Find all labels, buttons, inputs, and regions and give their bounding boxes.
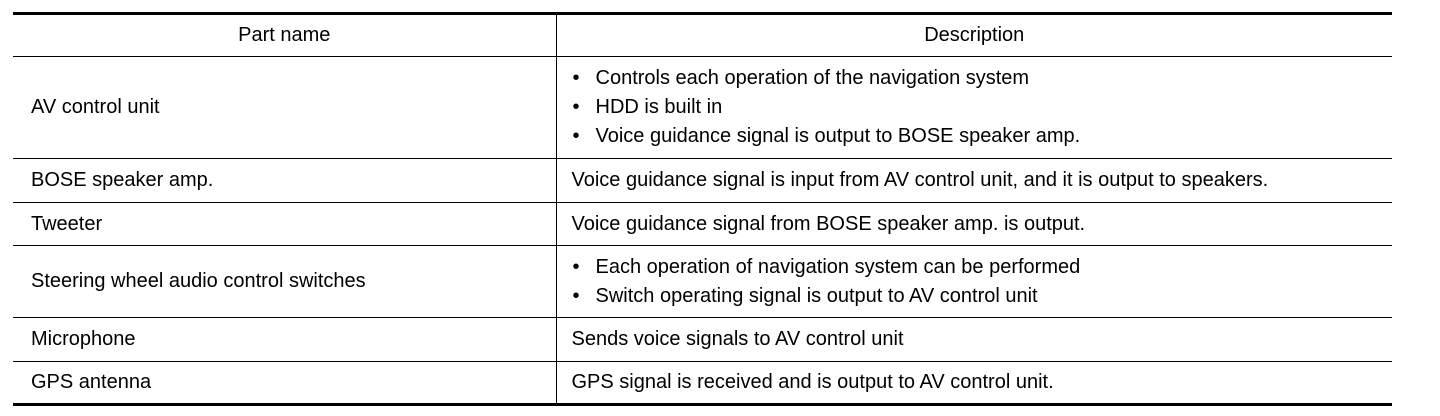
bullet-icon: • [572, 255, 580, 278]
bullet-text: Each operation of navigation system can be performed [595, 255, 1081, 278]
table-row [13, 203, 1392, 246]
list-item [572, 64, 1393, 93]
part-name-cell: Tweeter [13, 203, 556, 246]
part-name-cell: GPS antenna [13, 362, 556, 405]
description-cell: Voice guidance signal is input from AV control unit, and it is output to speakers. [556, 159, 1392, 203]
description-cell: Voice guidance signal from BOSE speaker amp. is output. [556, 203, 1392, 246]
part-name-cell: Microphone [13, 318, 556, 362]
bullet-text: Controls each operation of the navigation system [595, 67, 1030, 89]
table-row [13, 318, 1392, 362]
bullet-icon: • [572, 125, 580, 147]
description-cell: Sends voice signals to AV control unit [556, 318, 1392, 362]
list-item [572, 253, 1393, 282]
bullet-text: Switch operating signal is output to AV control unit [595, 284, 1038, 307]
list-item [572, 282, 1393, 311]
bullet-icon: • [572, 284, 580, 307]
parts-description-table [13, 12, 1392, 406]
list-item [572, 93, 1393, 122]
description-bullet-list [572, 253, 1393, 311]
table-header-row [13, 14, 1392, 57]
table-row [13, 362, 1392, 405]
part-name-cell: Steering wheel audio control switches [13, 246, 556, 318]
description-cell [556, 57, 1392, 159]
table-row [13, 57, 1392, 159]
part-name-cell: BOSE speaker amp. [13, 159, 556, 203]
parts-table-container [13, 12, 1392, 406]
header-description: Description [556, 14, 1392, 57]
table-row [13, 246, 1392, 318]
bullet-icon: • [572, 67, 580, 89]
part-name-cell: AV control unit [13, 57, 556, 159]
bullet-text: HDD is built in [595, 96, 723, 118]
description-bullet-list [572, 64, 1393, 151]
table-row [13, 159, 1392, 203]
list-item [572, 122, 1393, 151]
description-cell [556, 246, 1392, 318]
header-part-name: Part name [13, 14, 556, 57]
bullet-icon: • [572, 96, 580, 118]
bullet-text: Voice guidance signal is output to BOSE speaker amp. [595, 125, 1081, 147]
description-cell: GPS signal is received and is output to AV control unit. [556, 362, 1392, 405]
